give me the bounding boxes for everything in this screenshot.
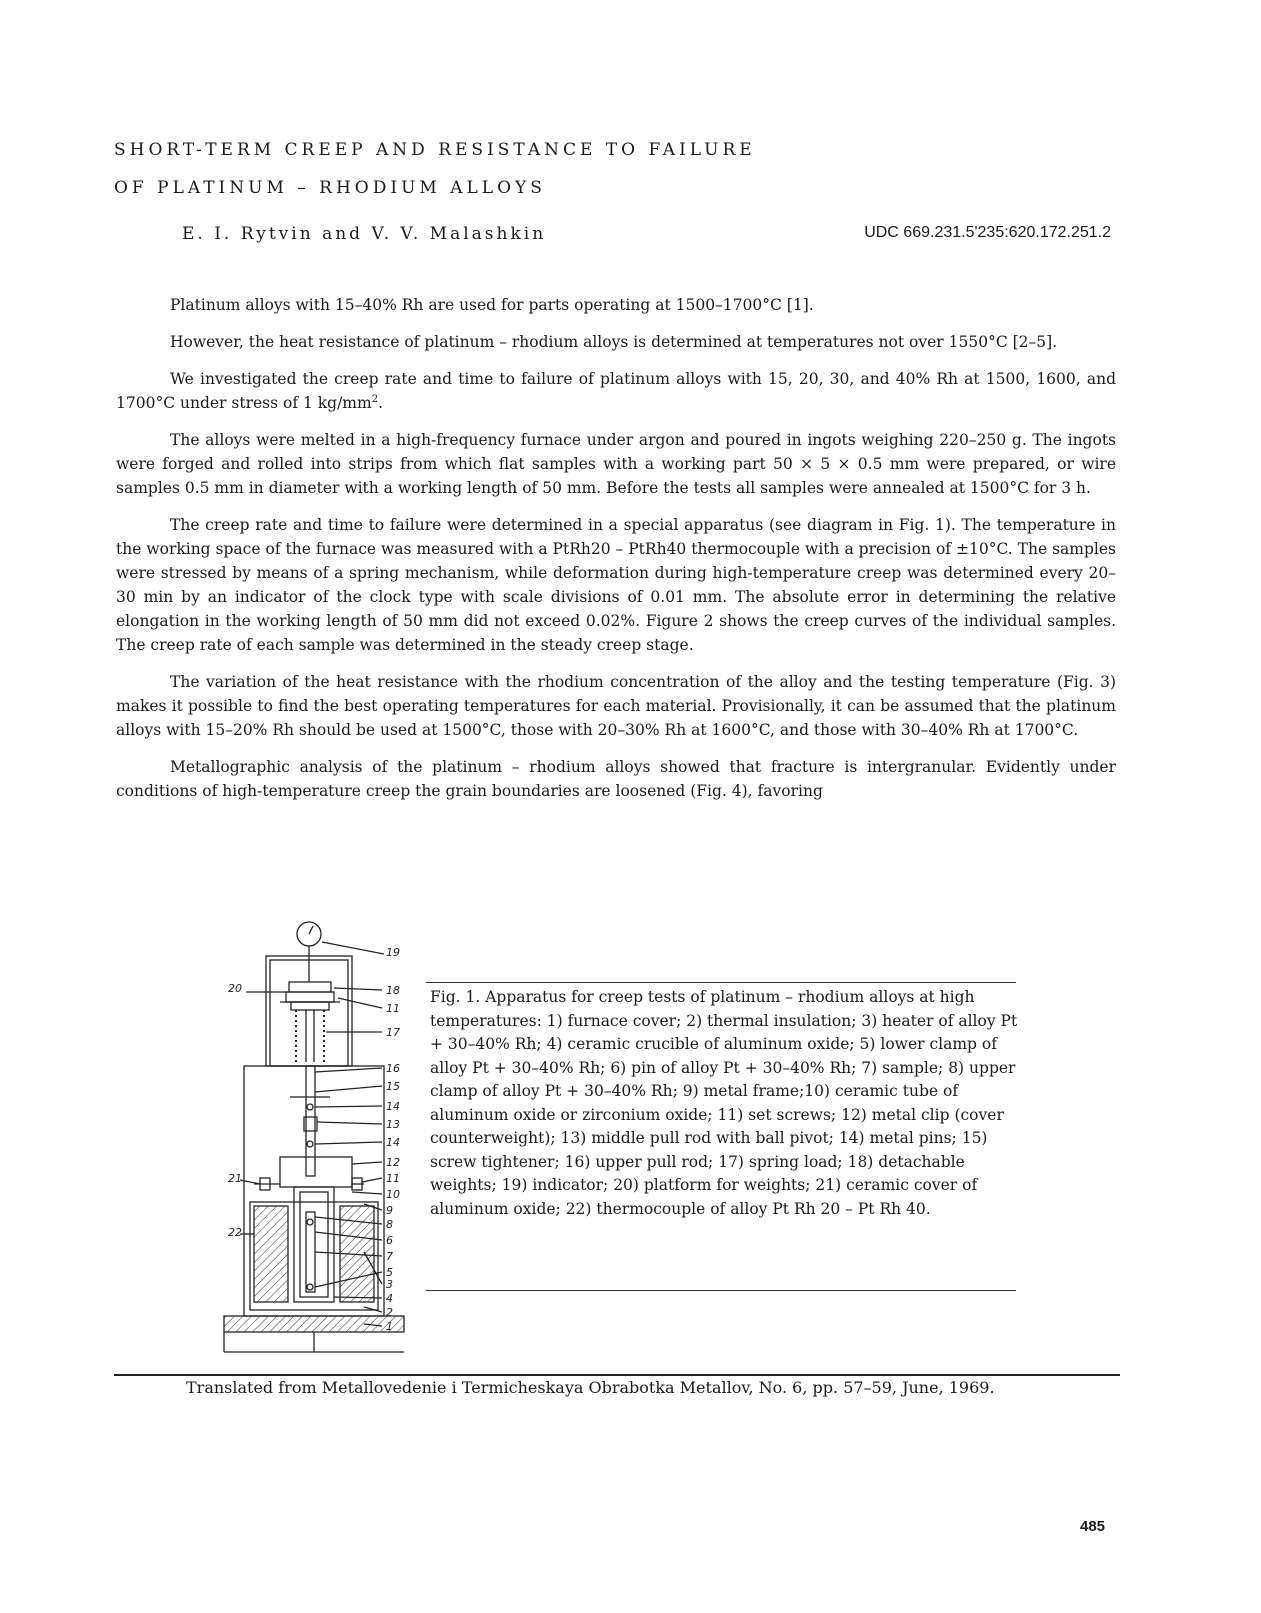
fig-label: 11 [386,1172,400,1185]
fig-label: 11 [386,1002,400,1015]
fig-label: 9 [386,1204,393,1217]
fig-label: 10 [386,1188,400,1201]
paragraph-6: The variation of the heat resistance with the rhodium concentration of the alloy and the testing temperature (Fig. 3) makes it possible to find the best operating temperatures for each material. Provisionally, it can be assumed that the platinum alloys with 15–20% Rh should be used at 1500°C, those with 20–30% Rh at 1600°C, and those with 30–40% Rh at 1700°C. [116,673,1116,739]
fig-label: 2 [386,1306,393,1319]
fig-label: 18 [386,984,400,997]
fig-label: 21 [228,1172,242,1185]
fig-label: 3 [386,1278,393,1291]
translation-note: Translated from Metallovedenie i Termicheskaya Obrabotka Metallov, No. 6, pp. 57–59, June, 1969. [186,1378,995,1397]
fig-label: 15 [386,1080,400,1093]
fig-label: 14 [386,1100,400,1113]
caption-rule-bottom [426,1290,1016,1291]
fig-label: 7 [386,1250,393,1263]
footer-rule [114,1374,1120,1376]
paragraph-3-end: . [378,394,384,412]
fig-label: 22 [228,1226,242,1239]
udc-code: UDC 669.231.5'235:620.172.251.2 [864,224,1111,241]
fig-label: 20 [228,982,242,995]
paragraph-1: Platinum alloys with 15–40% Rh are used for parts operating at 1500–1700°C [1]. [170,296,814,314]
title-line-2: OF PLATINUM – RHODIUM ALLOYS [114,178,546,198]
paragraph-3-text: We investigated the creep rate and time to failure of platinum alloys with 15, 20, 30, and 40% Rh at 1500, 1600, and 1700°C under stress of 1 kg/mm [116,370,1116,412]
paragraph-7: Metallographic analysis of the platinum – rhodium alloys showed that fracture is intergranular. Evidently under conditions of high-temperature creep the grain boundaries are loosened (Fig. 4), favoring [116,758,1116,800]
figure-1-caption: Fig. 1. Apparatus for creep tests of platinum – rhodium alloys at high temperatures: 1) furnace cover; 2) thermal insulation; 3) heater of alloy Pt + 30–40% Rh; 4) ceramic crucible of aluminum oxide; 5) lower clamp of alloy Pt + 30–40% Rh; 6) pin of alloy Pt + 30–40% Rh; 7) sample; 8) upper clamp of alloy Pt + 30–40% Rh; 9) metal frame;10) ceramic tube of aluminum oxide or zirconium oxide; 11) set screws; 12) metal clip (cover counterweight); 13) middle pull rod with ball pivot; 14) metal pins; 15) screw tightener; 16) upper pull rod; 17) spring load; 18) detachable weights; 19) indicator; 20) platform for weights; 21) ceramic cover of aluminum oxide; 22) thermocouple of alloy Pt Rh 20 – Pt Rh 40. [430,988,1018,1218]
fig-label: 4 [386,1292,393,1305]
article-body [116,293,1116,816]
fig-label: 17 [386,1026,400,1039]
fig-label: 5 [386,1266,393,1279]
fig-label: 6 [386,1234,393,1247]
paragraph-3 [116,367,1116,415]
authors: E. I. Rytvin and V. V. Malashkin [182,224,547,244]
paragraph-3-superscript: 2 [371,393,379,405]
apparatus-diagram [214,912,414,1362]
fig-label: 12 [386,1156,400,1169]
fig-label: 13 [386,1118,400,1131]
title-line-1: SHORT-TERM CREEP AND RESISTANCE TO FAILURE [114,140,756,160]
paragraph-5: The creep rate and time to failure were determined in a special apparatus (see diagram in Fig. 1). The temperature in the working space of the furnace was measured with a PtRh20 – PtRh40 thermocouple with a precision of ±10°C. The samples were stressed by means of a spring mechanism, while deformation during high-temperature creep was determined every 20–30 min by an indicator of the clock type with scale divisions of 0.01 mm. The absolute error in determining the relative elongation in the working length of 50 mm did not exceed 0.02%. Figure 2 shows the creep curves of the individual samples. The creep rate of each sample was determined in the steady creep stage. [116,516,1116,654]
fig-label: 19 [386,946,400,959]
fig-label: 1 [386,1320,393,1333]
paragraph-4: The alloys were melted in a high-frequency furnace under argon and poured in ingots weighing 220–250 g. The ingots were forged and rolled into strips from which flat samples with a working part 50 × 5 × 0.5 mm were prepared, or wire samples 0.5 mm in diameter with a working length of 50 mm. Before the tests all samples were annealed at 1500°C for 3 h. [116,431,1116,497]
fig-label: 16 [386,1062,400,1075]
fig-label: 14 [386,1136,400,1149]
page-number: 485 [1080,1518,1106,1535]
caption-rule-top [426,982,1016,983]
paragraph-2: However, the heat resistance of platinum – rhodium alloys is determined at temperatures not over 1550°C [2–5]. [170,333,1058,351]
fig-label: 8 [386,1218,393,1231]
